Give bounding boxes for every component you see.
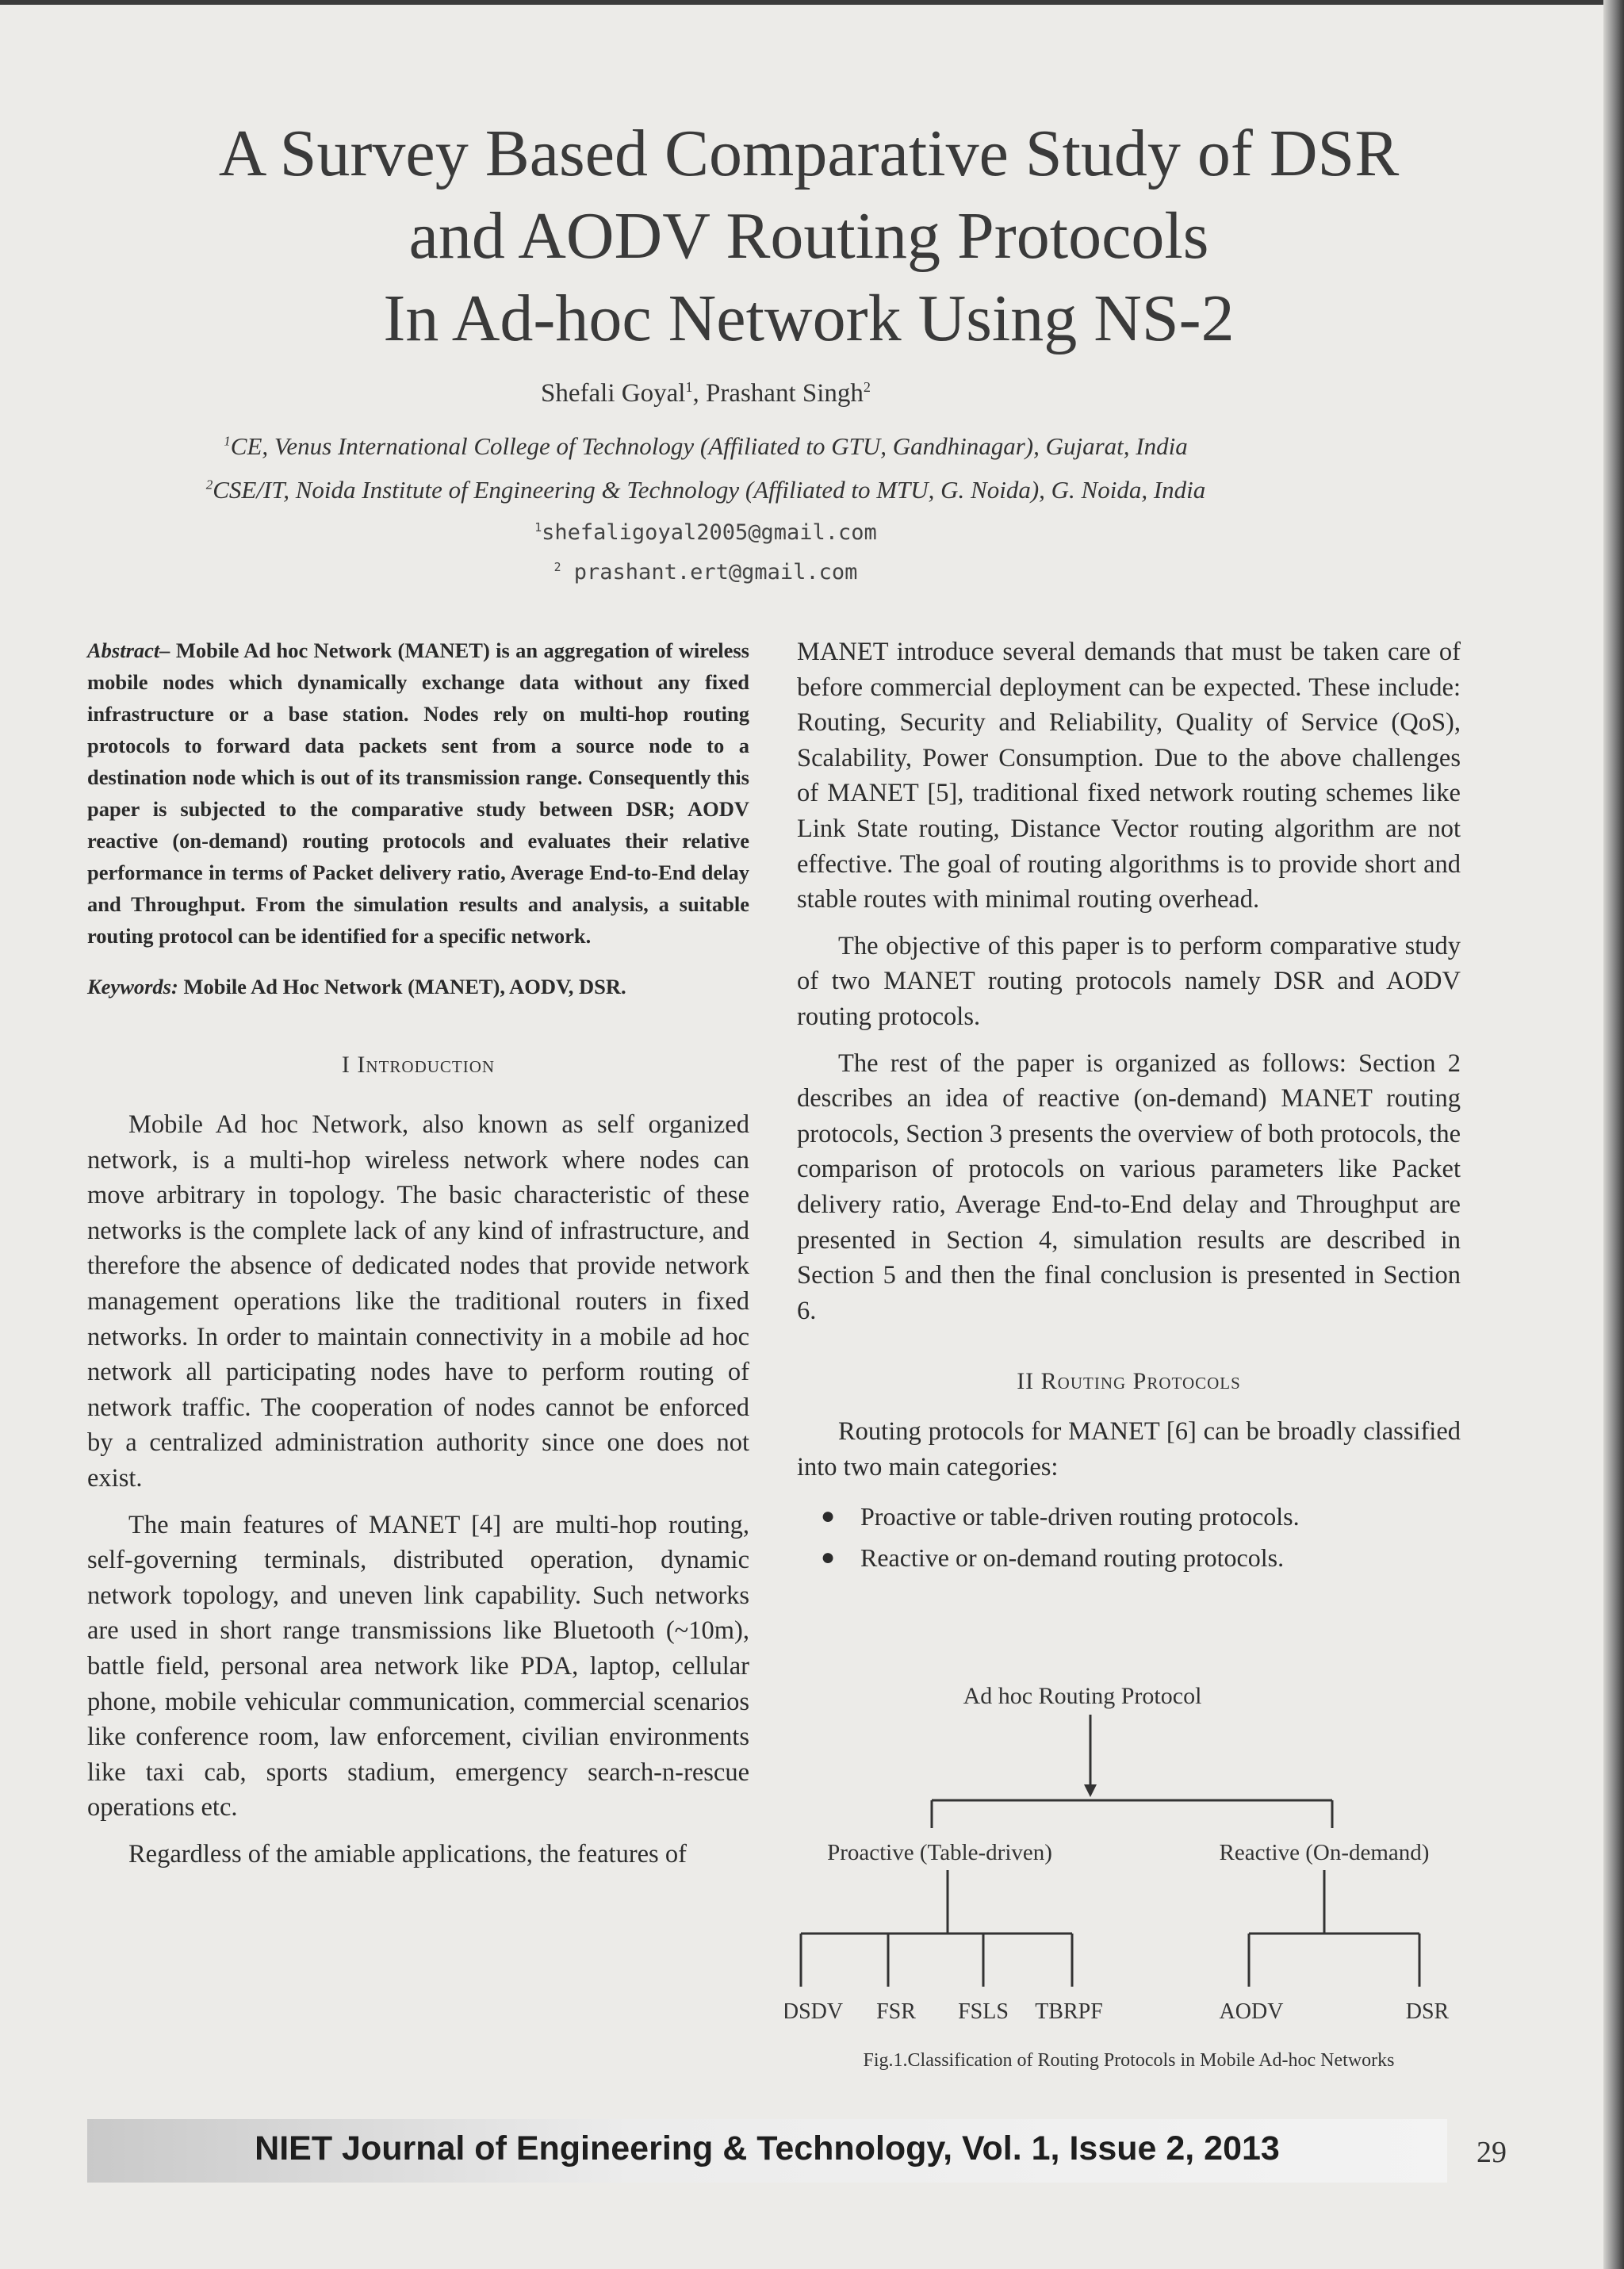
diagram-leaf-dsr: DSR [1405,1999,1450,2024]
email-sup: 2 [553,560,561,574]
author-name: Shefali Goyal [541,379,686,408]
paragraph: Routing protocols for MANET [6] can be broadly classified into two main categories: [797,1417,1461,1481]
right-column [797,634,1461,1578]
bullet-icon: ● [821,1544,836,1571]
paragraph: The rest of the paper is organized as follows: Section 2 describes an idea of reactive (on-demand) MANET routing protocols, Section 3 presents the overview of both protocols, the comparison of protocols on various parameters like Packet delivery ratio, Average End-to-End delay and Throughput are presented in Section 4, simulation results are described in Section 5 and then the final conclusion is presented in Section 6. [797,1048,1461,1325]
list-item [813,1496,1461,1537]
affiliation-sup: 2 [205,477,213,493]
email-sup: 1 [534,520,542,535]
routing-classification-diagram [785,1665,1475,2046]
abstract-text: Mobile Ad hoc Network (MANET) is an aggregation of wireless mobile nodes which dynamically exchange data without any fixed infrastructure or a base station. Nodes rely on multi-hop routing protocols to forward data packets sent from a source node to a destination node which is out of its transmission range. Consequently this paper is subjected to the comparative study between DSR; AODV reactive (on-demand) routing protocols and evaluates their relative performance in terms of Packet delivery ratio, Average End-to-End delay and Throughput. From the simulation results and analysis, a suitable routing protocol can be identified for a specific network. [87,638,749,948]
paragraph: MANET introduce several demands that must be taken care of before commercial deployment can be expected. These include: Routing, Security and Reliability, Quality of Service (QoS), Scalability, Power Consumption. Due to the above challenges of MANET [5], traditional fixed network routing schemes like Link State routing, Distance Vector routing algorithm are not effective. The goal of routing algorithms is to provide short and stable routes with minimal routing overhead. [797,638,1461,914]
email-text[interactable]: prashant.ert@gmail.com [573,560,858,584]
diagram-svg [785,1665,1475,2046]
abstract-lead: Abstract– [87,638,170,662]
author-name: Prashant Singh [705,379,864,408]
diagram-leaf-aodv: AODV [1219,1999,1284,2024]
keywords-lead: Keywords: [87,975,178,998]
list-item [813,1537,1461,1578]
keywords-text: Mobile Ad Hoc Network (MANET), AODV, DSR. [178,975,626,998]
list-item-text: Reactive or on-demand routing protocols. [860,1543,1285,1573]
bullet-list [813,1496,1461,1578]
paragraph: Mobile Ad hoc Network, also known as self organized network, is a multi-hop wireless network where nodes can move arbitrary in topology. The basic characteristic of these networks is the complete lack of any kind of infrastructure, and therefore the absence of dedicated nodes that provide network management operations like the traditional routers in fixed networks. In order to maintain connectivity in a mobile ad hoc network all participating nodes have to perform routing of network traffic. The cooperation of nodes cannot be enforced by a centralized administration authority since one does not exist. [87,1110,749,1493]
page-number: 29 [1477,2136,1507,2169]
arrow-down-icon [1084,1784,1097,1797]
author-sup: 2 [863,379,871,395]
paragraph: Regardless of the amiable applications, the features of [128,1839,687,1868]
paragraph: The main features of MANET [4] are multi-hop routing, self-governing terminals, distributed operation, dynamic network topology, and uneven link capability. Such networks are used in short range transmissions like Bluetooth (~10m), battle field, personal area network like PDA, laptop, cellular phone, mobile vehicular communication, commercial scenarios like conference room, law enforcement, civilian environments like taxi cab, sports stadium, emergency search-n-rescue operations etc. [87,1510,749,1822]
email[interactable] [0,520,1411,545]
left-column [87,634,749,1883]
affiliation-text: CE, Venus International College of Technology (Affiliated to GTU, Gandhinagar), Gujarat, India [230,432,1188,460]
diagram-root-label: Ad hoc Routing Protocol [963,1683,1202,1709]
diagram-leaf-tbrpf: TBRPF [1035,1999,1103,2024]
diagram-leaf-fsls: FSLS [958,1999,1009,2024]
page-edge-right [1603,0,1624,2269]
author-separator: , [692,379,706,408]
diagram-reactive-label: Reactive (On-demand) [1219,1840,1430,1865]
affiliation [0,476,1411,504]
keywords [87,971,749,1002]
author-sup: 1 [685,379,693,395]
bullet-icon: ● [821,1503,836,1530]
section-heading-introduction: I Introduction [341,1052,496,1078]
page-edge-top [0,0,1624,5]
email[interactable] [0,560,1411,584]
affiliation-sup: 1 [224,433,231,449]
email-text[interactable]: shefaligoyal2005@gmail.com [542,520,877,545]
affiliation-text: CSE/IT, Noida Institute of Engineering & Technology (Affiliated to MTU, G. Noida), G. Noida, India [213,476,1206,504]
section-heading-routing-protocols: II Routing Protocols [1017,1368,1241,1395]
journal-footer: NIET Journal of Engineering & Technology, Vol. 1, Issue 2, 2013 [255,2129,1280,2167]
diagram-leaf-dsdv: DSDV [785,1999,844,2024]
diagram-leaf-fsr: FSR [876,1999,916,2024]
diagram-proactive-label: Proactive (Table-driven) [827,1840,1052,1865]
title-line: A Survey Based Comparative Study of DSR [218,117,1400,190]
paper-title [95,113,1522,360]
affiliation [0,432,1411,461]
title-line: and AODV Routing Protocols [408,199,1209,273]
figure-caption: Fig.1.Classification of Routing Protocols in Mobile Ad-hoc Networks [863,2050,1395,2071]
paragraph: The objective of this paper is to perform comparative study of two MANET routing protocols namely DSR and AODV routing protocols. [797,931,1461,1031]
title-line: In Ad-hoc Network Using NS-2 [383,282,1235,355]
author-line [0,379,1411,408]
abstract [87,634,749,952]
list-item-text: Proactive or table-driven routing protocols. [860,1502,1300,1531]
